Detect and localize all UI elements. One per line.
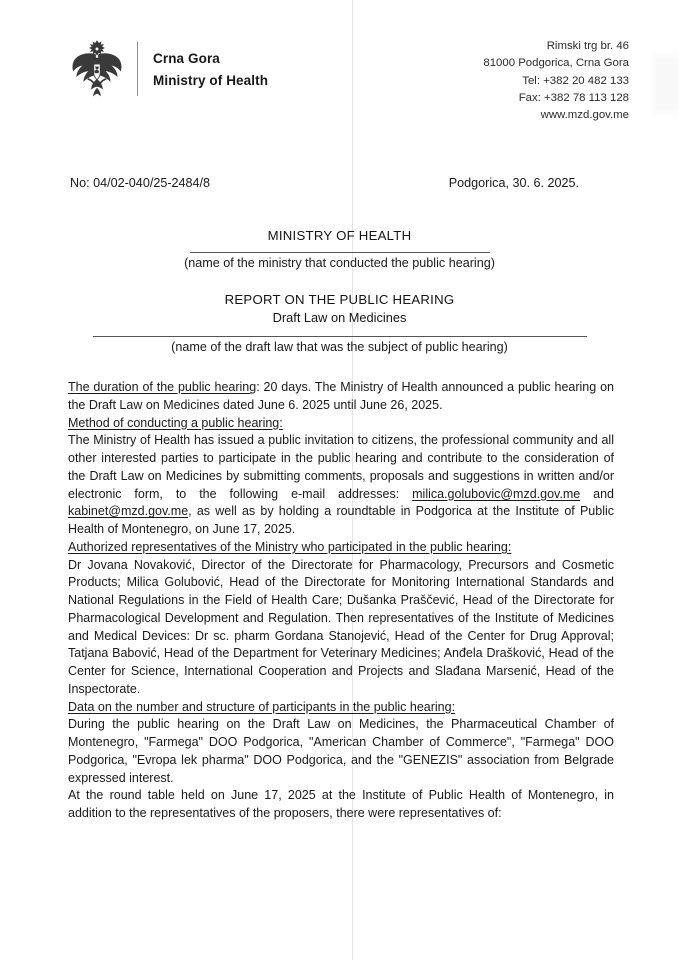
duration-heading: The duration of the public hearing bbox=[68, 380, 257, 394]
representatives-heading: Authorized representatives of the Ministry who participated in the public hearing: bbox=[68, 539, 512, 554]
contact-tel: Tel: +382 20 482 133 bbox=[522, 74, 629, 87]
ministry-caption: (name of the ministry that conducted the public hearing) bbox=[184, 256, 495, 270]
method-text-part-2: , as well as by holding a roundtable in Podgorica at the Institute of Public Health of Montenegro, on June 17, 2025. bbox=[68, 504, 614, 536]
document-body bbox=[68, 379, 614, 823]
method-text-part-1: The Ministry of Health has issued a public invitation to citizens, the professional community and all other interested parties to participate in the public hearing and contribute to the consideration of the Draft Law on Medicines by submitting comments, proposals and suggestions in written and/or electronic form, to the following e-mail addresses: bbox=[68, 433, 614, 501]
contact-block bbox=[483, 38, 629, 125]
email-link-milica[interactable]: milica.golubovic@mzd.gov.me bbox=[412, 486, 581, 501]
montenegro-coat-of-arms-icon bbox=[70, 38, 124, 102]
report-title: REPORT ON THE PUBLIC HEARING bbox=[224, 292, 455, 307]
contact-city: 81000 Podgorica, Crna Gora bbox=[483, 57, 629, 70]
email-link-kabinet[interactable]: kabinet@mzd.gov.me bbox=[68, 504, 189, 519]
title-rule-long bbox=[93, 336, 587, 337]
paragraph-roundtable: At the round table held on June 17, 2025 at the Institute of Public Health of Montenegro, in addition to the representatives of the proposers, there were representatives of: bbox=[68, 788, 614, 820]
paragraph-representatives-body: Dr Jovana Novaković, Director of the Directorate for Pharmacology, Precursors and Cosmetic Products; Milica Golubović, Head of the Directorate for Monitoring International Standards and National Regulations in the Field of Health Care; Dušanka Praščević, Head of the Directorate for Pharmacological Development and Regulation. Then representatives of the Institute of Medicines and Medical Devices: Dr sc. pharm Gordana Stanojević, Head of the Center for Drug Approval; Tatjana Babović, Head of the Department for Veterinary Medicines; Anđela Drašković, Head of the Center for Science, International Cooperation and Projects and Slađana Marsenić, Head of the Inspectorate. bbox=[68, 557, 614, 696]
country-name: Crna Gora bbox=[153, 50, 220, 66]
brand-block bbox=[70, 38, 268, 102]
law-caption: (name of the draft law that was the subject of public hearing) bbox=[171, 340, 508, 354]
paragraph-duration bbox=[68, 379, 614, 415]
contact-street: Rimski trg br. 46 bbox=[546, 40, 629, 52]
brand-names bbox=[151, 52, 268, 88]
email-conjunction: and bbox=[580, 486, 614, 501]
contact-fax: Fax: +382 78 113 128 bbox=[518, 91, 629, 104]
brand-divider bbox=[137, 42, 138, 96]
paragraph-method-heading bbox=[68, 415, 614, 433]
letterhead bbox=[0, 38, 679, 125]
paragraph-representatives-heading bbox=[68, 539, 614, 557]
duration-text: : 20 days. The Ministry of Health announced a public hearing on the Draft Law on Medicines dated June 6. 2025 until June 26, 2025. bbox=[68, 380, 614, 412]
ministry-title: MINISTRY OF HEALTH bbox=[267, 228, 412, 243]
place-and-date: Podgorica, 30. 6. 2025. bbox=[448, 176, 579, 190]
ministry-name: Ministry of Health bbox=[153, 73, 269, 88]
paragraph-participants-body: During the public hearing on the Draft Law on Medicines, the Pharmaceutical Chamber of Montenegro, "Farmega" DOO Podgorica, "American Chamber of Commerce", "Farmega" DOO Podgorica, "Evropa lek pharma" DOO Podgorica, and the "GENEZIS" association from Belgrade expressed interest. bbox=[68, 717, 614, 785]
title-rule-short bbox=[190, 252, 490, 253]
paragraph-participants-heading bbox=[68, 699, 614, 717]
reference-row bbox=[0, 176, 679, 190]
paragraph-method-body bbox=[68, 432, 614, 539]
title-block bbox=[0, 228, 679, 354]
participants-heading: Data on the number and structure of participants in the public hearing: bbox=[68, 699, 456, 714]
contact-website: www.mzd.gov.me bbox=[540, 109, 629, 122]
reference-number: No: 04/02-040/25-2484/8 bbox=[70, 176, 211, 190]
report-subtitle: Draft Law on Medicines bbox=[272, 310, 407, 325]
method-heading: Method of conducting a public hearing: bbox=[68, 415, 283, 430]
